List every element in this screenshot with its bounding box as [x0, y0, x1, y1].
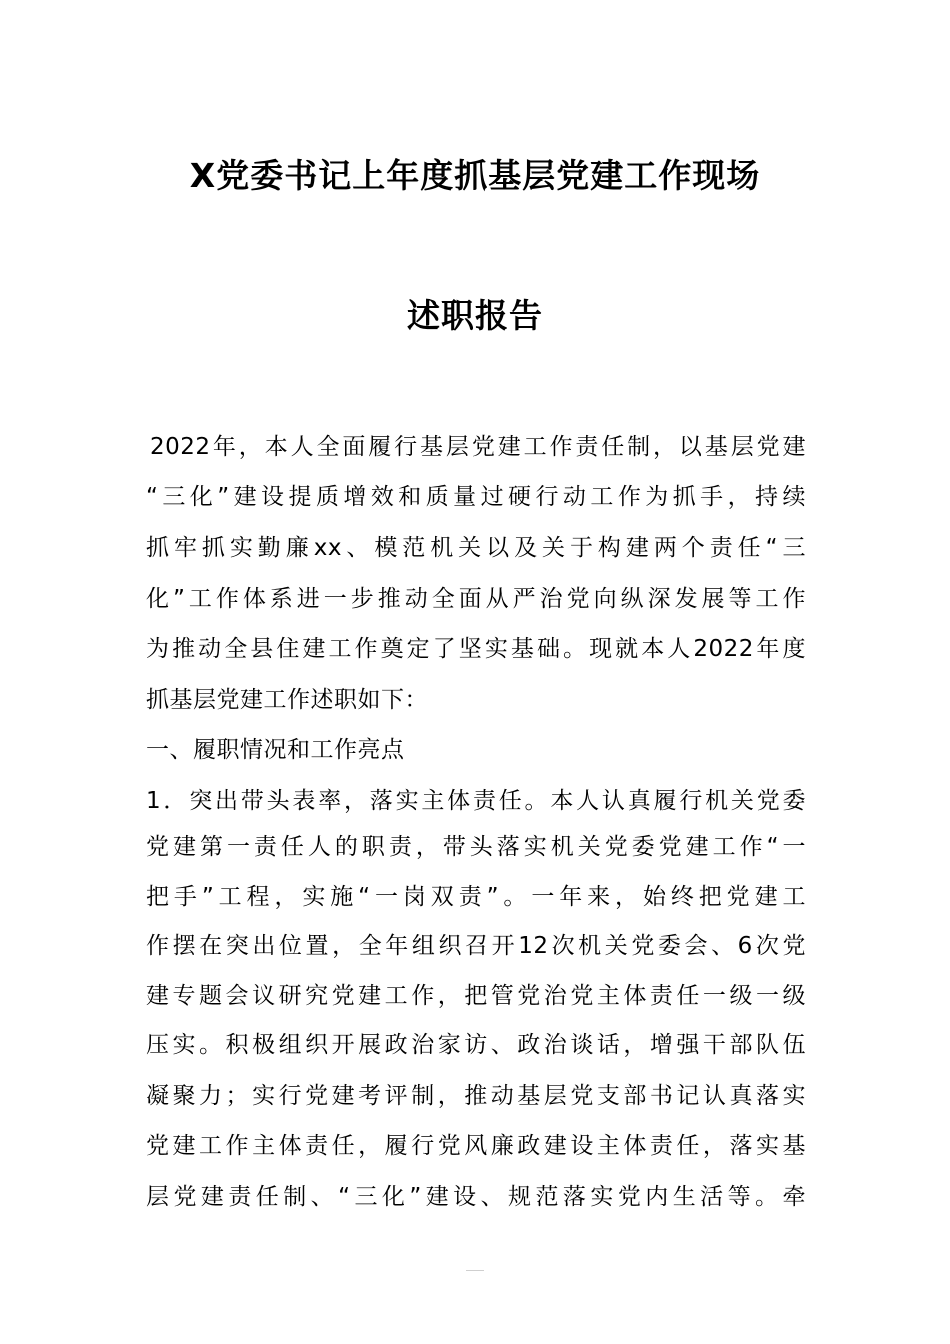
- body-line-11: 作摆在突出位置，全年组织召开12次机关党委会、6次党: [146, 933, 806, 959]
- body-line-15: 党建工作主体责任，履行党风廉政建设主体责任，落实基: [146, 1133, 806, 1159]
- body-line-16: 层党建责任制、“三化”建设、规范落实党内生活等。牵: [146, 1184, 806, 1210]
- body-line-13: 压实。积极组织开展政治家访、政治谈话，增强干部队伍: [146, 1032, 806, 1058]
- body-line-6: 抓基层党建工作述职如下：: [146, 687, 428, 713]
- body-line-10: 把手”工程，实施“一岗双责”。一年来，始终把党建工: [146, 884, 806, 910]
- body-line-8: 1．突出带头表率，落实主体责任。本人认真履行机关党委: [146, 788, 806, 814]
- body-line-5: 为推动全县住建工作奠定了坚实基础。现就本人2022年度: [146, 636, 806, 662]
- footer-divider: [466, 1270, 484, 1271]
- body-line-2: “三化”建设提质增效和质量过硬行动工作为抓手，持续: [146, 484, 806, 510]
- body-line-14: 凝聚力；实行党建考评制，推动基层党支部书记认真落实: [146, 1083, 806, 1109]
- document-title-line-1: X党委书记上年度抓基层党建工作现场: [189, 156, 761, 195]
- body-line-9: 党建第一责任人的职责，带头落实机关党委党建工作“一: [146, 834, 806, 860]
- body-line-3: 抓牢抓实勤廉xx、模范机关以及关于构建两个责任“三: [146, 535, 806, 561]
- document-title-line-2: 述职报告: [407, 296, 543, 335]
- body-line-12: 建专题会议研究党建工作，把管党治党主体责任一级一级: [146, 983, 806, 1009]
- section-heading: 一、履职情况和工作亮点: [146, 737, 405, 763]
- body-line-4: 化”工作体系进一步推动全面从严治党向纵深发展等工作: [146, 586, 806, 612]
- body-line-1: 2022年，本人全面履行基层党建工作责任制，以基层党建: [150, 434, 806, 460]
